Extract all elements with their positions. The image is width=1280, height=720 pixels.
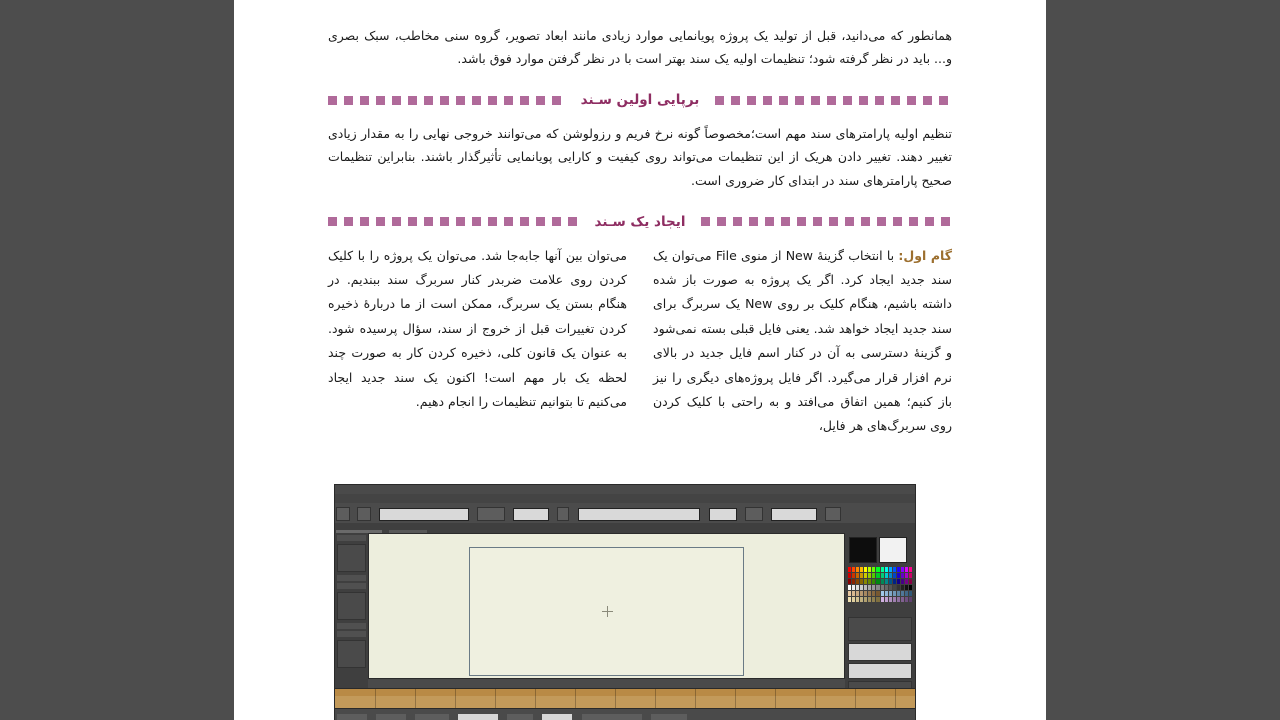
section-heading-2-label: ایجاد یک سـند (594, 213, 686, 230)
section-heading-1-label: برپایی اولین سـند (580, 92, 700, 109)
palette-swatch[interactable] (897, 585, 900, 590)
palette-swatch[interactable] (909, 573, 912, 578)
palette-swatch[interactable] (909, 567, 912, 572)
toolbar-field[interactable] (578, 508, 700, 521)
palette-swatch[interactable] (885, 585, 888, 590)
palette-swatch[interactable] (864, 579, 867, 584)
status-segment[interactable] (415, 714, 449, 720)
palette-swatch[interactable] (856, 597, 859, 602)
palette-swatch[interactable] (897, 597, 900, 602)
status-field[interactable] (542, 714, 572, 720)
tool-row[interactable] (337, 631, 366, 637)
two-column-body (328, 244, 952, 439)
intro-paragraph: همانطور که می‌دانید، قبل از تولید یک پروژه پویانمایی موارد زیادی مانند ابعاد تصویر، گروه سنی مخاطب، سبک بصری و... باید در نظر گرفته شود؛ تنظیمات اولیه یک سند بهتر است با در نظر گرفتن موارد فوق باشد. (328, 28, 952, 67)
palette-swatch[interactable] (872, 579, 875, 584)
palette-swatch[interactable] (881, 567, 884, 572)
timeline-tick (535, 689, 536, 709)
status-segment[interactable] (582, 714, 642, 720)
document-page (234, 0, 1046, 720)
column-left (328, 244, 627, 439)
palette-swatch[interactable] (876, 567, 879, 572)
palette-swatch[interactable] (852, 573, 855, 578)
palette-swatch[interactable] (860, 579, 863, 584)
palette-swatch[interactable] (897, 579, 900, 584)
palette-swatch[interactable] (848, 579, 851, 584)
tool-row[interactable] (337, 535, 366, 541)
palette-swatch[interactable] (893, 567, 896, 572)
toolbar-button[interactable] (477, 507, 505, 521)
canvas-crosshair-icon (602, 606, 613, 617)
palette-swatch[interactable] (885, 573, 888, 578)
palette-swatch[interactable] (893, 573, 896, 578)
app-left-toolbar (335, 533, 369, 689)
palette-swatch[interactable] (876, 573, 879, 578)
ornament-right-icon (328, 96, 565, 105)
palette-swatch[interactable] (881, 597, 884, 602)
palette-swatch[interactable] (889, 567, 892, 572)
palette-swatch[interactable] (876, 585, 879, 590)
section-heading-2 (328, 214, 952, 230)
palette-swatch[interactable] (860, 573, 863, 578)
palette-swatch[interactable] (860, 585, 863, 590)
palette-swatch[interactable] (876, 591, 879, 596)
toolbar-field[interactable] (709, 508, 737, 521)
palette-swatch[interactable] (889, 585, 892, 590)
timeline-tick (695, 689, 696, 709)
palette-swatch[interactable] (885, 579, 888, 584)
panel-tool-options[interactable] (848, 617, 912, 641)
section-1-paragraph: تنظیم اولیه پارامترهای سند مهم است؛مخصوصاً گونه نرخ فریم و رزولوشن که می‌توانند خروجی نهایی را به مقدار زیادی تغییر دهند. تغییر دادن هریک از این تنظیمات می‌تواند روی کیفیت و کارایی پویانمایی تأثیرگذار باشند. بنابراین تنظیمات صحیح پارامترهای سند در ابتدای کار ضروری است. (328, 126, 952, 188)
section-heading-1 (328, 92, 952, 108)
toolbar-field[interactable] (771, 508, 817, 521)
palette-swatch[interactable] (897, 591, 900, 596)
palette-swatch[interactable] (852, 567, 855, 572)
toolbar-button[interactable] (557, 507, 569, 521)
timeline-tick (735, 689, 736, 709)
figure-screenshot-animation-software (334, 484, 916, 720)
timeline-tick (615, 689, 616, 709)
palette-swatch[interactable] (893, 585, 896, 590)
column-right (653, 244, 952, 439)
toolbar-button[interactable] (357, 507, 371, 521)
timeline-tick (815, 689, 816, 709)
palette-swatch[interactable] (885, 591, 888, 596)
status-segment[interactable] (507, 714, 533, 720)
palette-swatch[interactable] (868, 591, 871, 596)
palette-swatch[interactable] (860, 597, 863, 602)
timeline-tick (855, 689, 856, 709)
color-selector[interactable] (849, 537, 911, 563)
palette-swatch[interactable] (905, 567, 908, 572)
app-toolbar-secondary (335, 503, 915, 524)
column-left-text: می‌توان بین آنها جابه‌جا شد. می‌توان یک پروژه را با کلیک کردن روی علامت ضربدر کنار سربرگ سند ببندیم. در هنگام بستن یک سربرگ، ممکن است از ما دربارهٔ ذخیره کردن تغییرات قبل از خروج از سند، سؤال پرسیده شود. به عنوان یک قانون کلی، ذخیره کردن کار به صورت چند لحظه یک بار مهم است! اکنون یک سند جدید ایجاد می‌کنیم تا بتوانیم تنظیمات را انجام دهیم. (328, 247, 627, 409)
palette-swatch[interactable] (852, 585, 855, 590)
tool-row[interactable] (337, 575, 366, 581)
status-segment[interactable] (651, 714, 687, 720)
palette-swatch[interactable] (909, 591, 912, 596)
timeline-tick (415, 689, 416, 709)
palette-swatch[interactable] (856, 579, 859, 584)
palette-swatch[interactable] (848, 573, 851, 578)
palette-swatch[interactable] (868, 567, 871, 572)
palette-swatch[interactable] (897, 573, 900, 578)
app-timeline[interactable] (335, 688, 915, 709)
palette-swatch[interactable] (848, 585, 851, 590)
palette-swatch[interactable] (856, 573, 859, 578)
app-canvas-viewport[interactable] (368, 533, 845, 689)
palette-swatch[interactable] (881, 579, 884, 584)
toolbar-field[interactable] (379, 508, 469, 521)
palette-swatch[interactable] (856, 585, 859, 590)
palette-swatch[interactable] (868, 573, 871, 578)
column-right-text (653, 244, 952, 439)
tool-group[interactable] (337, 592, 366, 620)
app-right-panel (844, 533, 915, 689)
palette-swatch[interactable] (905, 573, 908, 578)
palette-swatch[interactable] (901, 585, 904, 590)
lead-in-label: گام اول: (898, 247, 952, 263)
palette-swatch[interactable] (868, 579, 871, 584)
toolbar-button[interactable] (336, 507, 350, 521)
palette-swatch[interactable] (848, 597, 851, 602)
palette-swatch[interactable] (864, 591, 867, 596)
palette-swatch[interactable] (901, 597, 904, 602)
timeline-ruler[interactable] (335, 689, 915, 696)
ornament-left-icon (715, 96, 952, 105)
palette-swatch[interactable] (864, 585, 867, 590)
tool-row[interactable] (337, 583, 366, 589)
palette-swatch[interactable] (860, 591, 863, 596)
timeline-tick (375, 689, 376, 709)
palette-swatch[interactable] (856, 567, 859, 572)
palette-swatch[interactable] (889, 597, 892, 602)
status-segment[interactable] (376, 714, 406, 720)
tool-group[interactable] (337, 640, 366, 668)
palette-swatch[interactable] (876, 597, 879, 602)
palette-swatch[interactable] (864, 573, 867, 578)
palette-swatch[interactable] (893, 597, 896, 602)
palette-swatch[interactable] (901, 591, 904, 596)
palette-swatch[interactable] (885, 597, 888, 602)
page-content (328, 24, 952, 439)
status-segment[interactable] (337, 714, 367, 720)
palette-swatch[interactable] (860, 567, 863, 572)
timeline-tick (895, 689, 896, 709)
palette-swatch[interactable] (909, 585, 912, 590)
palette-swatch[interactable] (852, 591, 855, 596)
palette-swatch[interactable] (872, 591, 875, 596)
palette-swatch[interactable] (905, 597, 908, 602)
page-inner (234, 0, 1046, 720)
palette-swatch[interactable] (872, 585, 875, 590)
palette-swatch[interactable] (893, 591, 896, 596)
timeline-tick (575, 689, 576, 709)
palette-swatch[interactable] (897, 567, 900, 572)
palette-swatch[interactable] (881, 591, 884, 596)
toolbar-button[interactable] (825, 507, 841, 521)
palette-swatch[interactable] (909, 579, 912, 584)
panel-value-field[interactable] (848, 643, 912, 661)
timeline-tick (775, 689, 776, 709)
tool-row[interactable] (337, 623, 366, 629)
palette-swatch[interactable] (876, 579, 879, 584)
palette-swatch[interactable] (905, 585, 908, 590)
ornament-left-icon (701, 217, 952, 226)
palette-swatch[interactable] (872, 573, 875, 578)
panel-value-field[interactable] (848, 663, 912, 679)
background-color-swatch[interactable] (879, 537, 907, 563)
timeline-tick (655, 689, 656, 709)
palette-swatch[interactable] (885, 567, 888, 572)
palette-swatch[interactable] (901, 579, 904, 584)
palette-swatch[interactable] (881, 573, 884, 578)
palette-swatch[interactable] (889, 573, 892, 578)
palette-swatch[interactable] (889, 591, 892, 596)
timeline-tick (455, 689, 456, 709)
app-window (335, 485, 915, 720)
app-status-bar (335, 708, 915, 720)
palette-swatch[interactable] (901, 573, 904, 578)
column-right-body: با انتخاب گزینهٔ New از منوی File می‌توان یک سند جدید ایجاد کرد. اگر یک پروژه به صورت باز شده داشته باشیم، هنگام کلیک بر روی New یک سربرگ برای سند جدید ایجاد خواهد شد. یعنی فایل قبلی بسته نمی‌شود و گزینهٔ دسترسی به آن در کنار اسم فایل جدید در بالای نرم افزار قرار می‌گیرد. اگر فایل پروژه‌های دیگری را نیز باز کنیم؛ همین اتفاق می‌افتد و به راحتی با کلیک کردن روی سربرگ‌های هر فایل، (653, 247, 952, 434)
toolbar-button[interactable] (745, 507, 763, 521)
toolbar-field[interactable] (513, 508, 549, 521)
palette-swatch[interactable] (893, 579, 896, 584)
palette-swatch[interactable] (909, 597, 912, 602)
palette-swatch[interactable] (868, 585, 871, 590)
tool-group[interactable] (337, 544, 366, 572)
palette-swatch[interactable] (848, 567, 851, 572)
palette-swatch[interactable] (905, 591, 908, 596)
palette-swatch[interactable] (881, 585, 884, 590)
palette-swatch[interactable] (864, 567, 867, 572)
palette-swatch[interactable] (864, 597, 867, 602)
color-palette-grid[interactable] (848, 567, 912, 611)
palette-swatch[interactable] (872, 597, 875, 602)
palette-swatch[interactable] (868, 597, 871, 602)
palette-swatch[interactable] (889, 579, 892, 584)
palette-swatch[interactable] (852, 579, 855, 584)
foreground-color-swatch[interactable] (849, 537, 877, 563)
timeline-tick (495, 689, 496, 709)
status-field[interactable] (458, 714, 498, 720)
palette-swatch[interactable] (848, 591, 851, 596)
ornament-right-icon (328, 217, 579, 226)
palette-swatch[interactable] (901, 567, 904, 572)
palette-swatch[interactable] (856, 591, 859, 596)
palette-swatch[interactable] (872, 567, 875, 572)
palette-swatch[interactable] (905, 579, 908, 584)
palette-swatch[interactable] (852, 597, 855, 602)
